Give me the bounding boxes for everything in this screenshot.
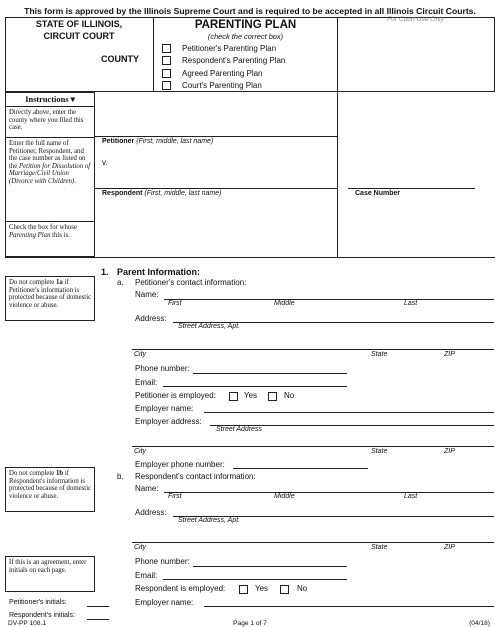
form-code: DV-PP 108.1: [8, 620, 47, 627]
respondent-employed-no-checkbox[interactable]: [280, 585, 289, 594]
respondent-name-label: Name:: [135, 484, 159, 493]
petitioner-employer-phone-label: Employer phone number:: [135, 460, 225, 469]
note-initials: If this is an agreement, enter initials on each page.: [9, 559, 87, 574]
page-number: Page 1 of 7: [233, 620, 267, 627]
instructions-title: Instructions ▾: [25, 95, 75, 104]
petitioner-line[interactable]: [95, 136, 337, 137]
note-1a: Do not complete 1a if Petitioner's information is protected because of domestic violence or abuse.: [9, 279, 92, 309]
respondent-name-field[interactable]: [164, 492, 494, 493]
petitioner-employer-phone-field[interactable]: [233, 468, 368, 469]
agreed-plan-checkbox[interactable]: [162, 69, 171, 78]
form-title: PARENTING PLAN: [194, 19, 297, 31]
petitioner-name-field[interactable]: [164, 299, 494, 300]
petitioner-label: Petitioner (First, middle, last name): [102, 138, 214, 145]
petitioner-employer-address-label: Employer address:: [135, 417, 202, 426]
section-title: Parent Information:: [117, 267, 201, 277]
respondent-email-field[interactable]: [163, 579, 347, 580]
petitioner-phone-field[interactable]: [193, 373, 347, 374]
petitioner-employed-label: Petitioner is employed:: [135, 391, 216, 400]
respondent-initials-label: Respondent's initials:: [9, 612, 75, 619]
respondent-city-field[interactable]: [132, 542, 494, 543]
state-label: STATE OF ILLINOIS,: [35, 19, 123, 29]
respondent-line[interactable]: [95, 188, 337, 189]
approval-notice: This form is approved by the Illinois Supreme Court and is required to be accepted in all Illinois Circuit Courts.: [24, 6, 476, 16]
check-hint: (check the correct box): [207, 32, 284, 41]
petitioner-info-title: Petitioner's contact information:: [135, 278, 247, 287]
petitioner-plan-label: Petitioner's Parenting Plan: [182, 44, 277, 53]
court-use-label: For Court Use Only: [387, 16, 444, 23]
petitioner-plan-checkbox[interactable]: [162, 44, 171, 53]
respondent-employer-name-field[interactable]: [204, 606, 494, 607]
petitioner-email-label: Email:: [135, 378, 158, 387]
petitioner-employed-no-checkbox[interactable]: [268, 392, 277, 401]
case-number-label: Case Number: [355, 190, 401, 197]
petitioner-email-field[interactable]: [163, 386, 347, 387]
note-1b: Do not complete 1b if Respondent's information is protected because of domestic violence or abuse.: [9, 470, 92, 500]
county-label: COUNTY: [101, 54, 139, 64]
petitioner-initials-field[interactable]: [87, 606, 109, 607]
instruction-checkbox: Check the box for whose Parenting Plan this is.: [9, 224, 77, 239]
petitioner-city-field[interactable]: [132, 349, 494, 350]
respondent-employed-label: Respondent is employed:: [135, 584, 226, 593]
court-plan-label: Court's Parenting Plan: [182, 81, 262, 90]
petitioner-initials-label: Petitioner's initials:: [9, 599, 67, 606]
section-number: 1.: [101, 267, 109, 277]
instruction-county: Directly above, enter the county where you filed this case.: [9, 109, 84, 132]
petitioner-name-label: Name:: [135, 290, 159, 299]
respondent-info-title: Respondent's contact information:: [135, 472, 256, 481]
agreed-plan-label: Agreed Parenting Plan: [182, 69, 263, 78]
petitioner-employer-name-label: Employer name:: [135, 404, 194, 413]
respondent-phone-field[interactable]: [193, 566, 347, 567]
triangle-down-icon: ▾: [70, 95, 75, 104]
petitioner-phone-label: Phone number:: [135, 364, 190, 373]
instruction-names: Enter the full name of Petitioner, Respondent, and the case number as listed on the Petition for Dissolution of Marriage/Civil Union (Divorce with Children).: [9, 140, 91, 185]
petitioner-employer-name-field[interactable]: [204, 412, 494, 413]
respondent-plan-label: Respondent's Parenting Plan: [182, 56, 286, 65]
petitioner-address-label: Address:: [135, 314, 167, 323]
case-number-line[interactable]: [348, 188, 475, 189]
respondent-employed-yes-checkbox[interactable]: [239, 585, 248, 594]
respondent-email-label: Email:: [135, 571, 158, 580]
petitioner-employed-yes-checkbox[interactable]: [229, 392, 238, 401]
petitioner-employer-city-field[interactable]: [132, 446, 494, 447]
respondent-phone-label: Phone number:: [135, 557, 190, 566]
respondent-employer-name-label: Employer name:: [135, 598, 194, 607]
form-date: (04/18): [469, 620, 490, 627]
respondent-plan-checkbox[interactable]: [162, 56, 171, 65]
court-label: CIRCUIT COURT: [43, 31, 115, 41]
versus-label: v.: [102, 158, 108, 167]
respondent-address-label: Address:: [135, 508, 167, 517]
court-plan-checkbox[interactable]: [162, 81, 171, 90]
respondent-label: Respondent (First, middle, last name): [102, 190, 222, 197]
